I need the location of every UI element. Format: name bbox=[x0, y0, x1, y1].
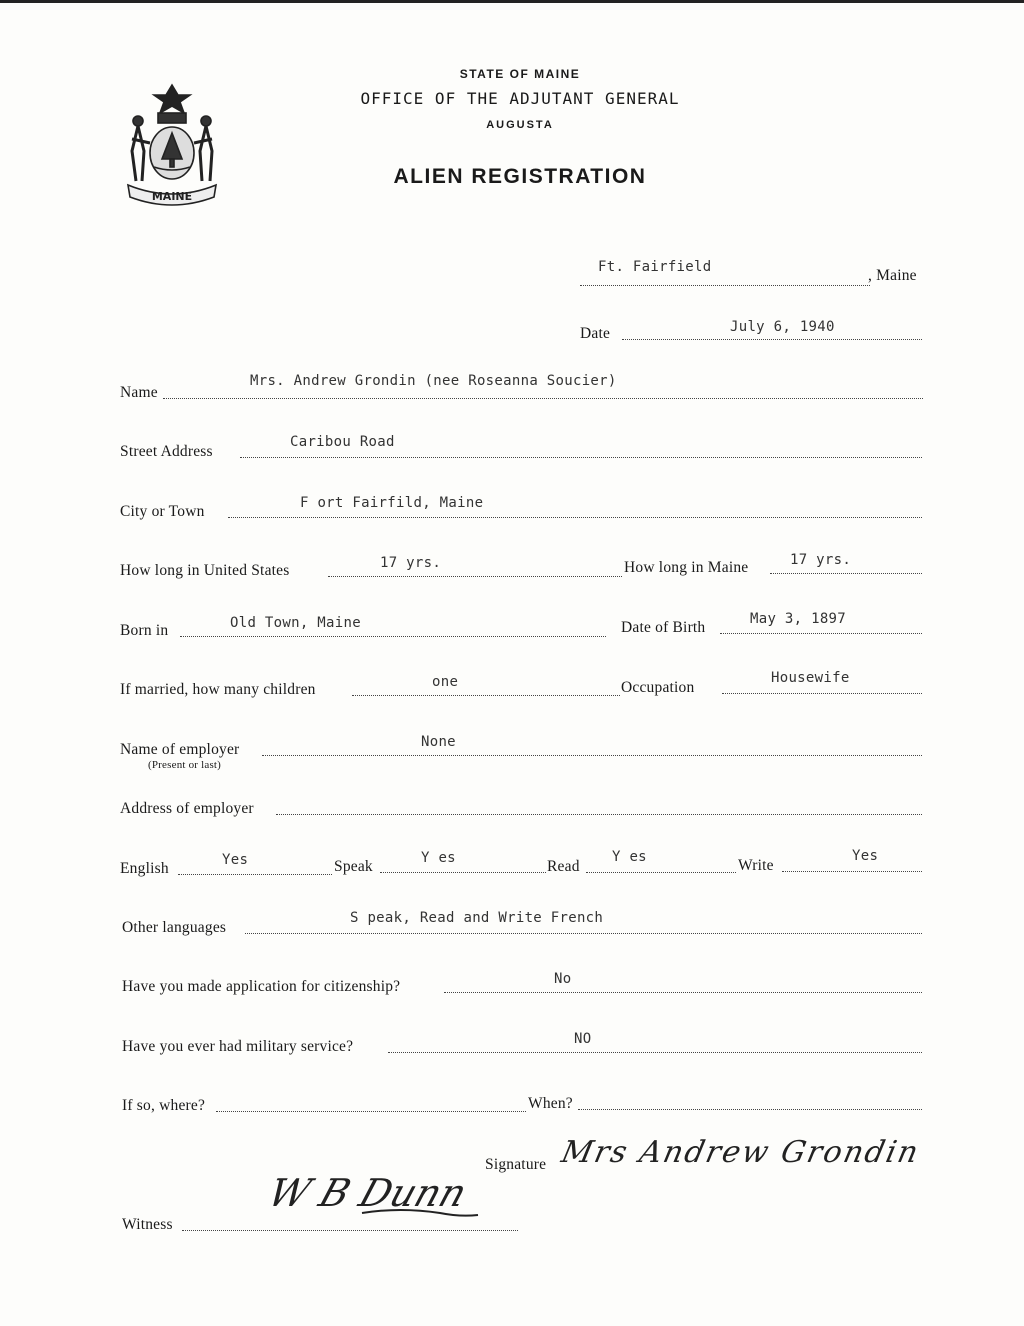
maine-time-label: How long in Maine bbox=[624, 559, 749, 576]
place-value: Ft. Fairfield bbox=[598, 259, 712, 275]
street-line bbox=[240, 457, 922, 458]
military-label: Have you ever had military service? bbox=[122, 1038, 354, 1055]
date-line bbox=[622, 339, 922, 340]
citizenship-line bbox=[444, 992, 922, 993]
svg-text:MAINE: MAINE bbox=[151, 190, 193, 203]
occupation-value: Housewife bbox=[771, 670, 850, 686]
place-suffix: , Maine bbox=[868, 267, 917, 284]
dob-value: May 3, 1897 bbox=[750, 611, 847, 627]
town-value: F ort Fairfild, Maine bbox=[300, 495, 484, 511]
born-line bbox=[180, 636, 606, 637]
occupation-label: Occupation bbox=[621, 679, 695, 696]
dob-line bbox=[720, 633, 922, 634]
read-value: Y es bbox=[612, 849, 647, 865]
speak-line bbox=[380, 872, 546, 873]
military-line bbox=[388, 1052, 922, 1053]
maine-time-line bbox=[770, 573, 922, 574]
where-label: If so, where? bbox=[122, 1097, 206, 1114]
street-label: Street Address bbox=[120, 443, 213, 460]
when-line bbox=[578, 1109, 922, 1110]
town-label: City or Town bbox=[120, 503, 205, 520]
employer-address-label: Address of employer bbox=[120, 800, 254, 817]
employer-label: Name of employer bbox=[120, 741, 240, 758]
english-value: Yes bbox=[222, 852, 249, 868]
speak-label: Speak bbox=[334, 858, 373, 875]
where-line bbox=[216, 1111, 526, 1112]
other-languages-value: S peak, Read and Write French bbox=[350, 910, 604, 926]
citizenship-value: No bbox=[554, 971, 572, 987]
children-label: If married, how many children bbox=[120, 681, 316, 698]
street-value: Caribou Road bbox=[290, 434, 395, 450]
date-value: July 6, 1940 bbox=[730, 319, 835, 335]
witness-line bbox=[182, 1230, 518, 1231]
english-line bbox=[178, 874, 332, 875]
born-value: Old Town, Maine bbox=[230, 615, 361, 631]
date-label: Date bbox=[580, 325, 611, 342]
place-line bbox=[580, 285, 870, 286]
military-value: NO bbox=[574, 1031, 592, 1047]
children-line bbox=[352, 695, 620, 696]
witness-signature: W B Dunn bbox=[262, 1171, 473, 1215]
us-time-value: 17 yrs. bbox=[380, 555, 442, 571]
other-languages-line bbox=[245, 933, 922, 934]
name-value: Mrs. Andrew Grondin (nee Roseanna Soucier) bbox=[250, 373, 617, 389]
born-label: Born in bbox=[120, 622, 169, 639]
employer-address-line bbox=[276, 814, 922, 815]
form-title: ALIEN REGISTRATION bbox=[393, 165, 647, 188]
office-heading: OFFICE OF THE ADJUTANT GENERAL bbox=[360, 89, 680, 108]
occupation-line bbox=[722, 693, 922, 694]
applicant-signature: Mrs Andrew Grondin bbox=[558, 1135, 924, 1170]
witness-signature-flourish-icon bbox=[360, 1199, 480, 1223]
signature-label: Signature bbox=[485, 1156, 547, 1173]
write-line bbox=[782, 871, 922, 872]
state-heading: STATE OF MAINE bbox=[459, 67, 581, 81]
name-label: Name bbox=[120, 384, 158, 401]
us-time-line bbox=[328, 576, 622, 577]
write-value: Yes bbox=[852, 848, 879, 864]
city-heading: AUGUSTA bbox=[486, 119, 554, 131]
employer-value: None bbox=[421, 734, 456, 750]
read-label: Read bbox=[547, 858, 580, 875]
speak-value: Y es bbox=[421, 850, 456, 866]
name-line bbox=[163, 398, 923, 399]
town-line bbox=[228, 517, 922, 518]
read-line bbox=[586, 872, 736, 873]
dob-label: Date of Birth bbox=[621, 619, 706, 636]
us-time-label: How long in United States bbox=[120, 562, 290, 579]
children-value: one bbox=[432, 674, 459, 690]
when-label: When? bbox=[528, 1095, 573, 1112]
other-languages-label: Other languages bbox=[122, 919, 227, 936]
maine-time-value: 17 yrs. bbox=[790, 552, 852, 568]
employer-line bbox=[262, 755, 922, 756]
witness-label: Witness bbox=[122, 1216, 173, 1233]
employer-sublabel: (Present or last) bbox=[148, 759, 222, 771]
citizenship-label: Have you made application for citizenship? bbox=[122, 978, 401, 995]
english-label: English bbox=[120, 860, 169, 877]
write-label: Write bbox=[738, 857, 774, 874]
